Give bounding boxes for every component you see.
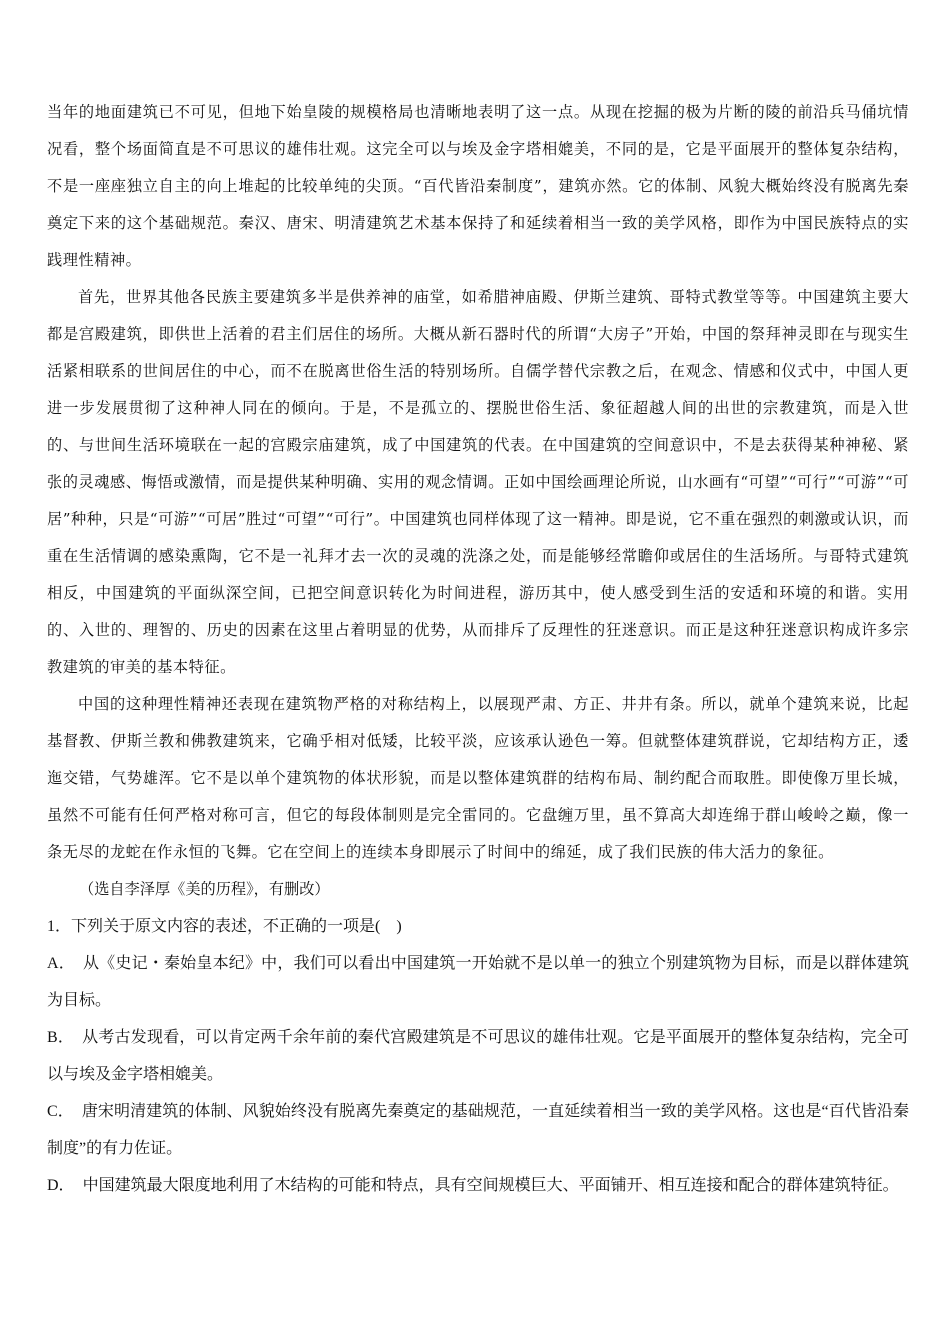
question-stem: 1．下列关于原文内容的表述，不正确的一项是( ) <box>47 918 402 935</box>
passage-paragraph-3: 中国的这种理性精神还表现在建筑物严格的对称结构上，以展现严肃、方正、井井有条。所以，就单个建筑来说，比起基督教、伊斯兰教和佛教建筑来，它确乎相对低矮，比较平淡，应该承认逊色一筹。但就整体建筑群说，它却结构方正，逶迤交错，气势雄浑。它不是以单个建筑物的体状形貌，而是以整体建筑群的结构布局、制约配合而取胜。即使像万里长城，虽然不可能有任何严格对称可言，但它的每段体制则是完全雷同的。它盘缠万里，虽不算高大却连绵于群山峻岭之巅，像一条无尽的龙蛇在作永恒的飞舞。它在空间上的连续本身即展示了时间中的绵延，成了我们民族的伟大活力的象征。 <box>47 695 909 861</box>
option-b <box>47 1019 909 1093</box>
option-b-letter: B． <box>47 1029 75 1046</box>
passage-paragraph-2: 首先，世界其他各民族主要建筑多半是供养神的庙堂，如希腊神庙殿、伊斯兰建筑、哥特式教堂等等。中国建筑主要大都是宫殿建筑，即供世上活着的君主们居住的场所。大概从新石器时代的所谓“大房子”开始，中国的祭拜神灵即在与现实生活紧相联系的世间居住的中心，而不在脱离世俗生活的特别场所。自儒学替代宗教之后，在观念、情感和仪式中，中国人更进一步发展贯彻了这种神人同在的倾向。于是，不是孤立的、摆脱世俗生活、象征超越人间的出世的宗教建筑，而是入世的、与世间生活环境联在一起的宫殿宗庙建筑，成了中国建筑的代表。在中国建筑的空间意识中，不是去获得某种神秘、紧张的灵魂感、悔悟或激情，而是提供某种明确、实用的观念情调。正如中国绘画理论所说，山水画有“可望”“可行”“可游”“可居”种种，只是“可游”“可居”胜过“可望”“可行”。中国建筑也同样体现了这一精神。即是说，它不重在强烈的刺激或认识，而重在生活情调的感染熏陶，它不是一礼拜才去一次的灵魂的洗涤之处，而是能够经常瞻仰或居住的生活场所。与哥特式建筑相反，中国建筑的平面纵深空间，已把空间意识转化为时间进程，游历其中，使人感受到生活的安适和环境的和谐。实用的、入世的、理智的、历史的因素在这里占着明显的优势，从而排斥了反理性的狂迷意识。而正是这种狂迷意识构成许多宗教建筑的审美的基本特征。 <box>47 288 909 676</box>
passage-paragraph-1: 当年的地面建筑已不可见，但地下始皇陵的规模格局也清晰地表明了这一点。从现在挖掘的极为片断的陵的前沿兵马俑坑情况看，整个场面简直是不可思议的雄伟壮观。这完全可以与埃及金字塔相媲美，不同的是，它是平面展开的整体复杂结构，不是一座座独立自主的向上堆起的比较单纯的尖顶。“百代皆沿秦制度”，建筑亦然。它的体制、风貌大概始终没有脱离先秦奠定下来的这个基础规范。秦汉、唐宋、明清建筑艺术基本保持了和延续着相当一致的美学风格，即作为中国民族特点的实践理性精神。 <box>47 103 909 269</box>
passage-source: （选自李泽厚《美的历程》，有删改） <box>79 880 330 898</box>
option-d-text: 中国建筑最大限度地利用了木结构的可能和特点，具有空间规模巨大、平面铺开、相互连接和配合的群体建筑特征。 <box>82 1177 899 1194</box>
option-a-text: 从《史记・秦始皇本纪》中，我们可以看出中国建筑一开始就不是以单一的独立个别建筑物为目标，而是以群体建筑为目标。 <box>47 955 909 1009</box>
option-a <box>47 945 909 1019</box>
option-d <box>47 1167 909 1204</box>
option-c <box>47 1093 909 1167</box>
document-page <box>47 94 909 1204</box>
option-c-letter: C． <box>47 1103 74 1120</box>
option-d-letter: D． <box>47 1177 75 1194</box>
option-b-text: 从考古发现看，可以肯定两千余年前的秦代宫殿建筑是不可思议的雄伟壮观。它是平面展开的整体复杂结构，完全可以与埃及金字塔相媲美。 <box>47 1029 909 1083</box>
option-c-text: 唐宋明清建筑的体制、风貌始终没有脱离先秦奠定的基础规范，一直延续着相当一致的美学风格。这也是“百代皆沿秦制度”的有力佐证。 <box>47 1103 909 1157</box>
option-a-letter: A． <box>47 955 75 972</box>
